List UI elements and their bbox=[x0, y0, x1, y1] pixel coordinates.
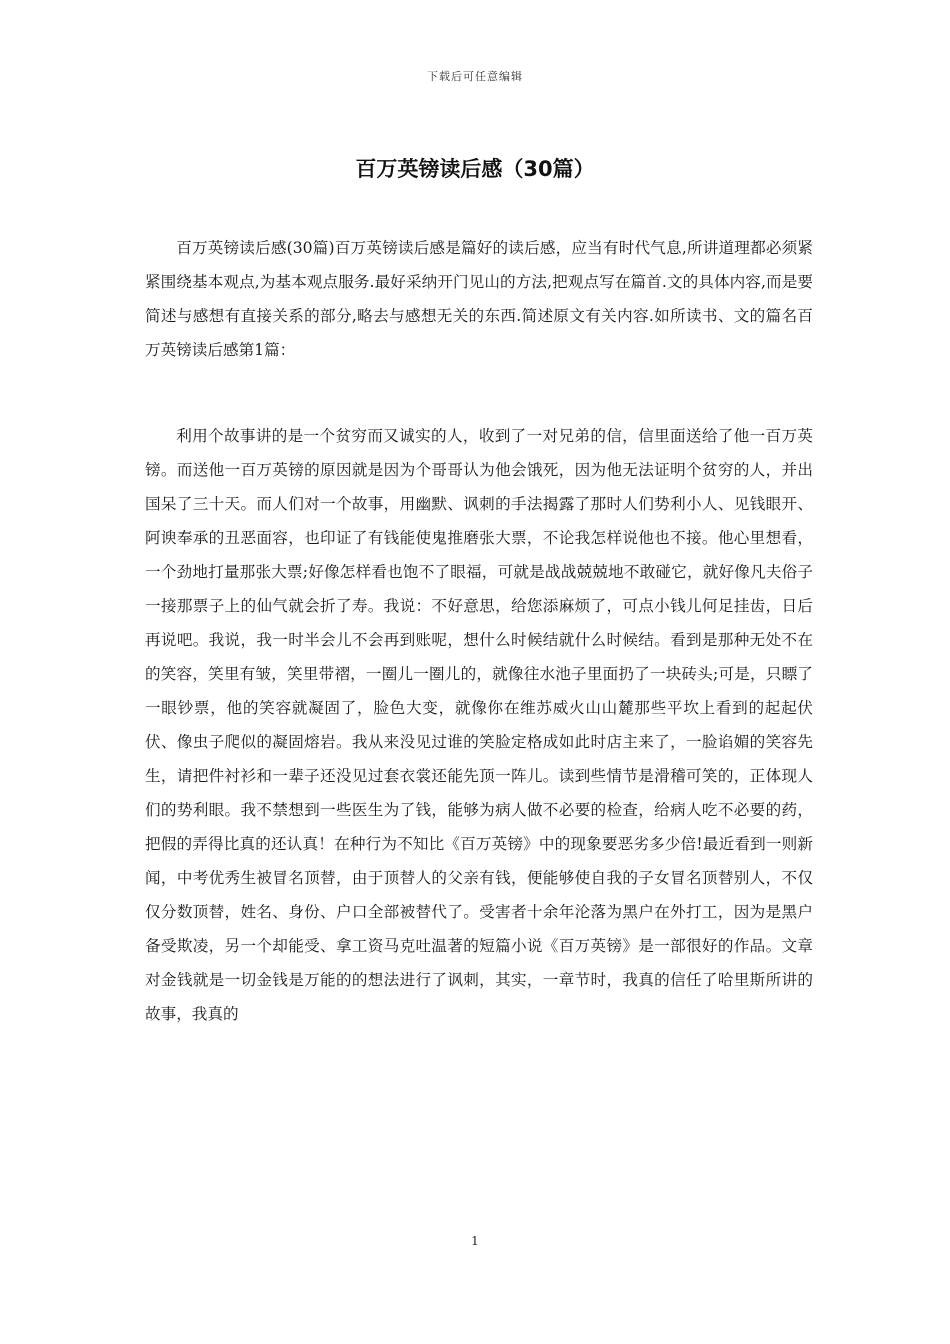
header-note: 下载后可任意编辑 bbox=[427, 70, 523, 83]
page-number: 1 bbox=[471, 1234, 479, 1248]
document-title: 百万英镑读后感（30篇） bbox=[355, 157, 595, 181]
paragraph-main: 利用个故事讲的是一个贫穷而又诚实的人，收到了一对兄弟的信，信里面送给了他一百万英镑。而送他一百万英镑的原因就是因为个哥哥认为他会饿死，因为他无法证明个贫穷的人，并出国呆了三十天。而人们对一个故事，用幽默、讽刺的手法揭露了那时人们势利小人、见钱眼开、阿谀奉承的丑恶面容，也印证了有钱能使鬼推磨张大票，不论我怎样说他也不接。他心里想看，一个劲地打量那张大票;好像怎样看也饱不了眼福，可就是战战兢兢地不敢碰它，就好像凡夫俗子一接那票子上的仙气就会折了寿。我说：不好意思，给您添麻烦了，可点小钱儿何足挂齿，日后再说吧。我说，我一时半会儿不会再到账呢，想什么时候结就什么时候结。看到是那种无处不在的笑容，笑里有皱，笑里带褶，一圈儿一圈儿的，就像往水池子里面扔了一块砖头;可是，只瞟了一眼钞票，他的笑容就凝固了，脸色大变，就像你在维苏威火山山麓那些平坎上看到的起起伏伏、像虫子爬似的凝固熔岩。我从来没见过谁的笑脸定格成如此时店主来了，一脸谄媚的笑容先生，请把件衬衫和一辈子还没见过套衣裳还能先顶一阵儿。读到些情节是滑稽可笑的，正体现人们的势利眼。我不禁想到一些医生为了钱，能够为病人做不必要的检查，给病人吃不必要的药，把假的弄得比真的还认真！在种行为不知比《百万英镑》中的现象要恶劣多少倍!最近看到一则新闻，中考优秀生被冒名顶替，由于顶替人的父亲有钱，便能够使自我的子女冒名顶替别人，不仅仅分数顶替，姓名、身份、户口全部被替代了。受害者十余年沦落为黑户在外打工，因为是黑户备受欺凌，另一个却能受、拿工资马克吐温著的短篇小说《百万英镑》是一部很好的作品。文章对金钱就是一切金钱是万能的的想法进行了讽刺，其实，一章节时，我真的信任了哈里斯所讲的故事，我真的 bbox=[145, 427, 813, 1023]
paragraph-intro: 百万英镑读后感(30篇)百万英镑读后感是篇好的读后感，应当有时代气息,所讲道理都必须紧紧围绕基本观点,为基本观点服务.最好采纳开门见山的方法,把观点写在篇首.文的具体内容,而是要简述与感想有直接关系的部分,略去与感想无关的东西.简述原文有关内容.如所读书、文的篇名百万英镑读后感第1篇： bbox=[145, 239, 813, 359]
